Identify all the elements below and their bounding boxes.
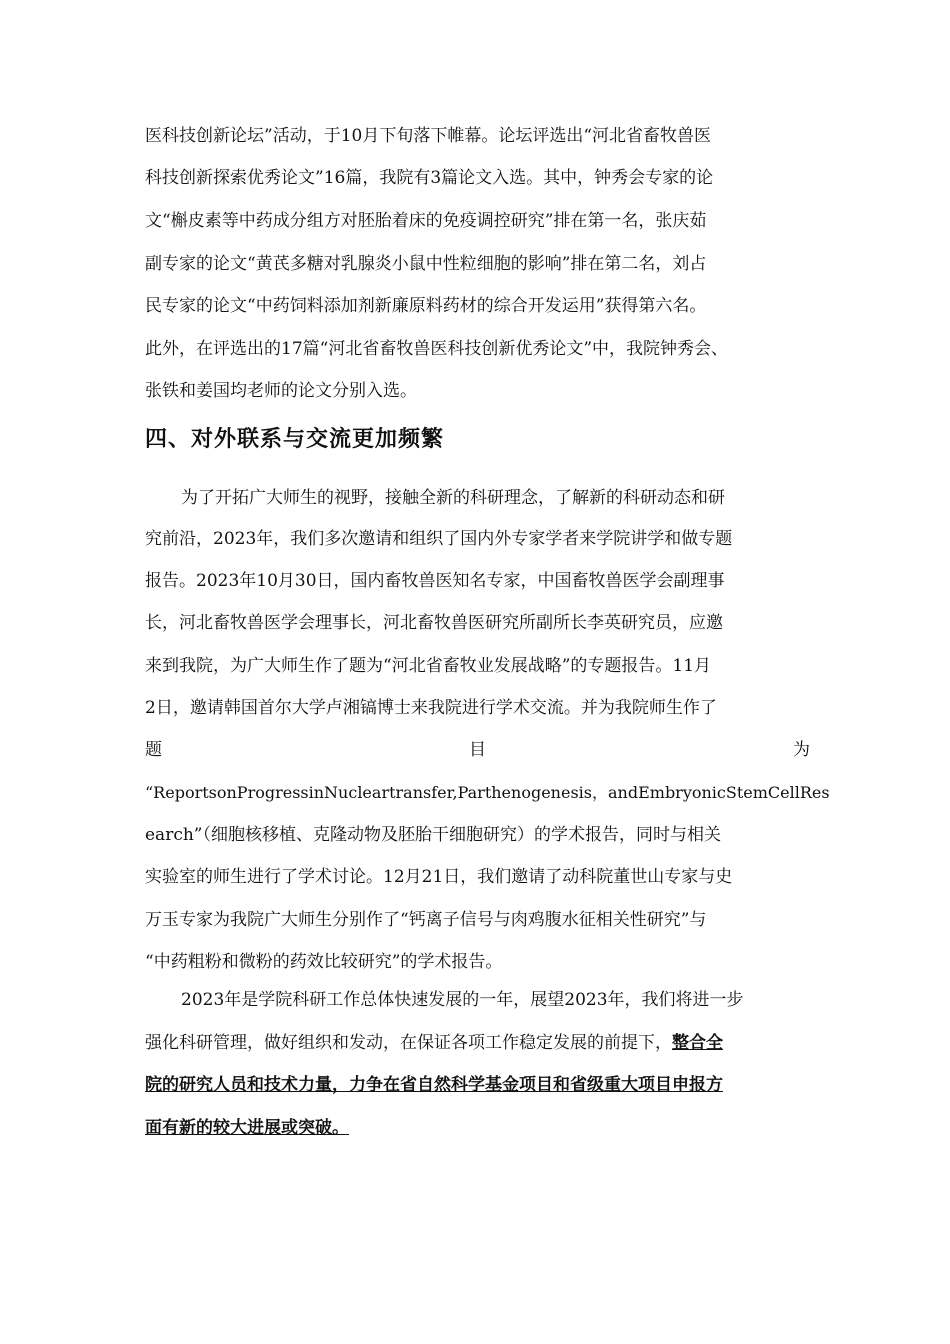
paragraph-line: earch”（细胞核移植、克隆动物及胚胎干细胞研究）的学术报告，同时与相关 xyxy=(145,825,721,845)
paragraph-text: 强化科研管理，做好组织和发动，在保证各项工作稳定发展的前提下， xyxy=(145,1033,672,1053)
justified-line xyxy=(145,738,810,762)
english-title-line xyxy=(145,781,830,805)
paragraph-line: 为了开拓广大师生的视野，接触全新的科研理念，了解新的科研动态和研 xyxy=(181,488,725,508)
emphasized-line: 面有新的较大进展或突破。 xyxy=(145,1118,349,1138)
paragraph-line: 2023年是学院科研工作总体快速发展的一年，展望2023年，我们将进一步 xyxy=(181,990,744,1010)
spread-char: 题 xyxy=(145,740,162,760)
section-heading: 四、对外联系与交流更加频繁 xyxy=(145,427,445,452)
paragraph-line: 实验室的师生进行了学术讨论。12月21日，我们邀请了动科院董世山专家与史 xyxy=(145,867,733,887)
paragraph-line: 张铁和姜国均老师的论文分别入选。 xyxy=(145,381,417,401)
spread-char: 为 xyxy=(793,740,810,760)
paragraph-line: 2日，邀请韩国首尔大学卢湘镐博士来我院进行学术交流。并为我院师生作了 xyxy=(145,698,717,718)
paragraph-line: 科技创新探索优秀论文”16篇，我院有3篇论文入选。其中，钟秀会专家的论 xyxy=(145,168,714,188)
paragraph-line: 万玉专家为我院广大师生分别作了“钙离子信号与肉鸡腹水征相关性研究”与 xyxy=(145,910,707,930)
paragraph-line: 民专家的论文“中药饲料添加剂新廉原料药材的综合开发运用”获得第六名。 xyxy=(145,296,707,316)
english-title-part: andEmbryonicStemCellRes xyxy=(608,783,830,802)
paragraph-line: 究前沿，2023年，我们多次邀请和组织了国内外专家学者来学院讲学和做专题 xyxy=(145,529,733,549)
emphasized-line: 院的研究人员和技术力量，力争在省自然科学基金项目和省级重大项目申报方 xyxy=(145,1075,723,1095)
spread-char: 目 xyxy=(469,740,486,760)
paragraph-line: 副专家的论文“黄芪多糖对乳腺炎小鼠中性粒细胞的影响”排在第二名，刘占 xyxy=(145,254,707,274)
paragraph-line: 来到我院，为广大师生作了题为“河北省畜牧业发展战略”的专题报告。11月 xyxy=(145,656,712,676)
paragraph-line: “中药粗粉和微粉的药效比较研究”的学术报告。 xyxy=(145,952,503,972)
paragraph-line: 报告。2023年10月30日，国内畜牧兽医知名专家，中国畜牧兽医学会副理事 xyxy=(145,571,725,591)
paragraph-line: 文“槲皮素等中药成分组方对胚胎着床的免疫调控研究”排在第一名，张庆茹 xyxy=(145,211,707,231)
paragraph-line: 医科技创新论坛”活动，于10月下旬落下帷幕。论坛评选出“河北省畜牧兽医 xyxy=(145,126,712,146)
emphasized-text: 整合全 xyxy=(672,1033,723,1053)
english-title-part: “ReportsonProgressinNucleartransfer,Parthenogenesis， xyxy=(145,783,608,802)
paragraph-line: 此外，在评选出的17篇“河北省畜牧兽医科技创新优秀论文”中，我院钟秀会、 xyxy=(145,339,729,359)
paragraph-line xyxy=(145,1031,810,1055)
paragraph-line: 长，河北畜牧兽医学会理事长，河北畜牧兽医研究所副所长李英研究员，应邀 xyxy=(145,613,723,633)
